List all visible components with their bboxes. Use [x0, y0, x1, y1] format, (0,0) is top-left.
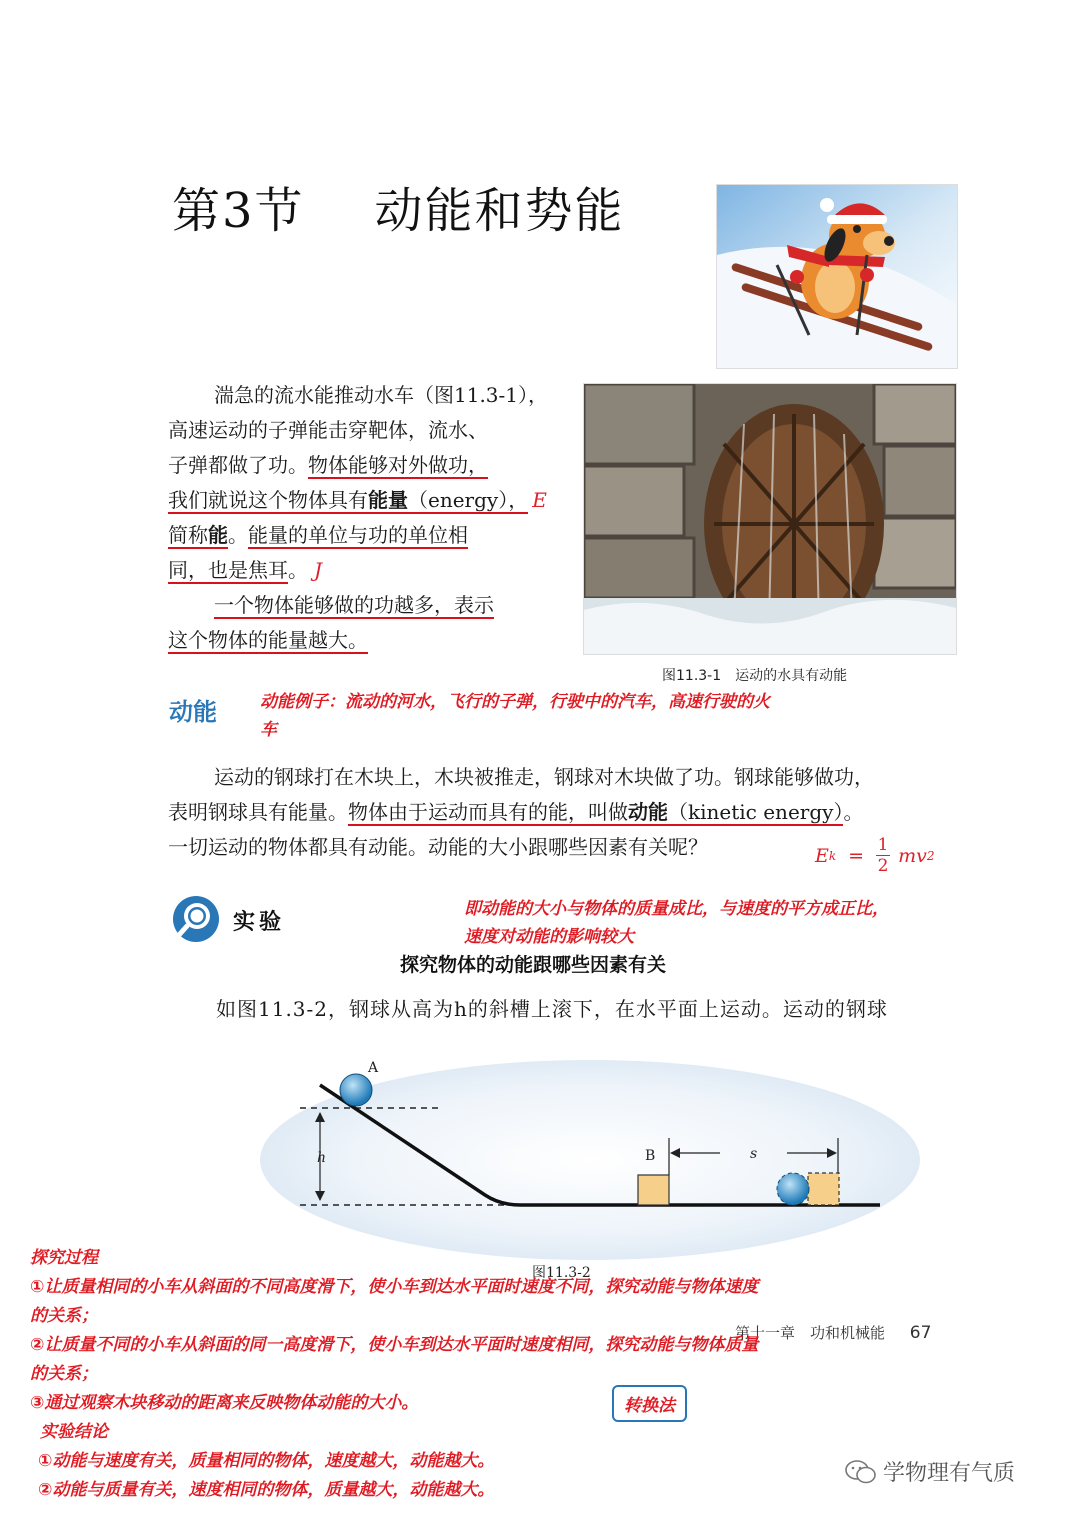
kinetic-line: 一切运动的物体都具有动能。动能的大小跟哪些因素有关呢？ — [168, 835, 708, 859]
joule-symbol: J — [314, 558, 323, 582]
kinetic-examples-note: 动能例子：流动的河水，飞行的子弹，行驶中的汽车，高速行驶的火 车 — [260, 692, 770, 740]
kinetic-energy-heading: 动能 — [169, 698, 217, 726]
chapter-label: 第十一章 功和机械能 — [735, 1324, 886, 1342]
ball-final — [777, 1173, 809, 1205]
intro-line: 湍急的流水能推动水车（图11.3-1）， — [214, 383, 549, 407]
label-h: h — [317, 1150, 327, 1166]
experiment-title: 探究物体的动能跟哪些因素有关 — [400, 954, 667, 976]
watermark: 学物理有气质 — [845, 1456, 1015, 1487]
process-heading: 探究过程 — [30, 1248, 98, 1268]
term-kinetic-energy: 动能 — [628, 800, 668, 824]
experiment-label: 实验 — [233, 910, 286, 935]
label-a: A — [368, 1060, 379, 1076]
conclusion-heading: 实验结论 — [40, 1422, 108, 1442]
section-number: 第3节 — [172, 183, 305, 239]
water-wheel-photo — [583, 383, 957, 655]
intro-line: 一个物体能够做的功越多，表示 — [214, 593, 494, 617]
experiment-notes: 探究过程 ①让质量相同的小车从斜面的不同高度滑下，使小车到达水平面时速度不同，探究动能与物体速度 的关系； ②让质量不同的小车从斜面的同一高度滑下，使小车到达水平面时速度相同，探究动能与物体质量 的关系； ③通过观察木块移动的距离来反映物体动能的大小。 实验结论 ①动能与速度有关，质量相同的物体，速度越大，动能越大。 ②动能与质量有关，速度相同的物体，质量越大，动能越大。 — [30, 1244, 1060, 1505]
block-b — [638, 1175, 669, 1205]
kinetic-line: 表明钢球具有能量。物体由于运动而具有的能，叫做动能（kinetic energy）。 — [168, 800, 864, 824]
label-s: s — [750, 1146, 758, 1162]
term-energy: 能量 — [368, 488, 408, 512]
energy-definition: 物体能够对外做功， — [308, 453, 488, 477]
section-name: 动能和势能 — [374, 183, 625, 239]
magnifier-icon — [172, 895, 220, 943]
intro-line: 同，也是焦耳。 J — [168, 558, 323, 582]
page-number: 67 — [909, 1323, 932, 1343]
intro-paragraph — [168, 378, 568, 658]
formula-explanation-note: 即动能的大小与物体的质量成比，与速度的平方成正比， 速度对动能的影响较大 — [464, 899, 889, 947]
moved-block — [808, 1173, 839, 1205]
intro-line: 高速运动的子弹能击穿靶体，流水、 — [168, 418, 488, 442]
intro-line: 这个物体的能量越大。 — [168, 628, 368, 652]
energy-symbol: E — [532, 488, 547, 512]
kinetic-line: 运动的钢球打在木块上，木块被推走，钢球对木块做了功。钢球能够做功， — [214, 765, 874, 789]
intro-line: 我们就说这个物体具有能量（energy）， E — [168, 488, 547, 512]
wechat-icon — [845, 1459, 877, 1485]
label-b: B — [645, 1148, 656, 1164]
experiment-description: 如图11.3-2，钢球从高为h的斜槽上滚下，在水平面上运动。运动的钢球 — [216, 997, 888, 1021]
figure2-caption: 图11.3-2 — [532, 1265, 591, 1281]
section-title — [172, 172, 625, 241]
skiing-dog-illustration — [716, 184, 958, 369]
figure1-caption: 图11.3-1 运动的水具有动能 — [662, 668, 848, 684]
ramp-experiment-diagram — [250, 1050, 930, 1270]
kinetic-energy-formula: E k = 1 2 mv 2 — [815, 835, 935, 876]
ball-a — [340, 1074, 372, 1106]
method-badge: 转换法 — [612, 1385, 687, 1422]
intro-line: 简称能。能量的单位与功的单位相 — [168, 523, 468, 547]
intro-line: 子弹都做了功。物体能够对外做功， — [168, 453, 488, 477]
